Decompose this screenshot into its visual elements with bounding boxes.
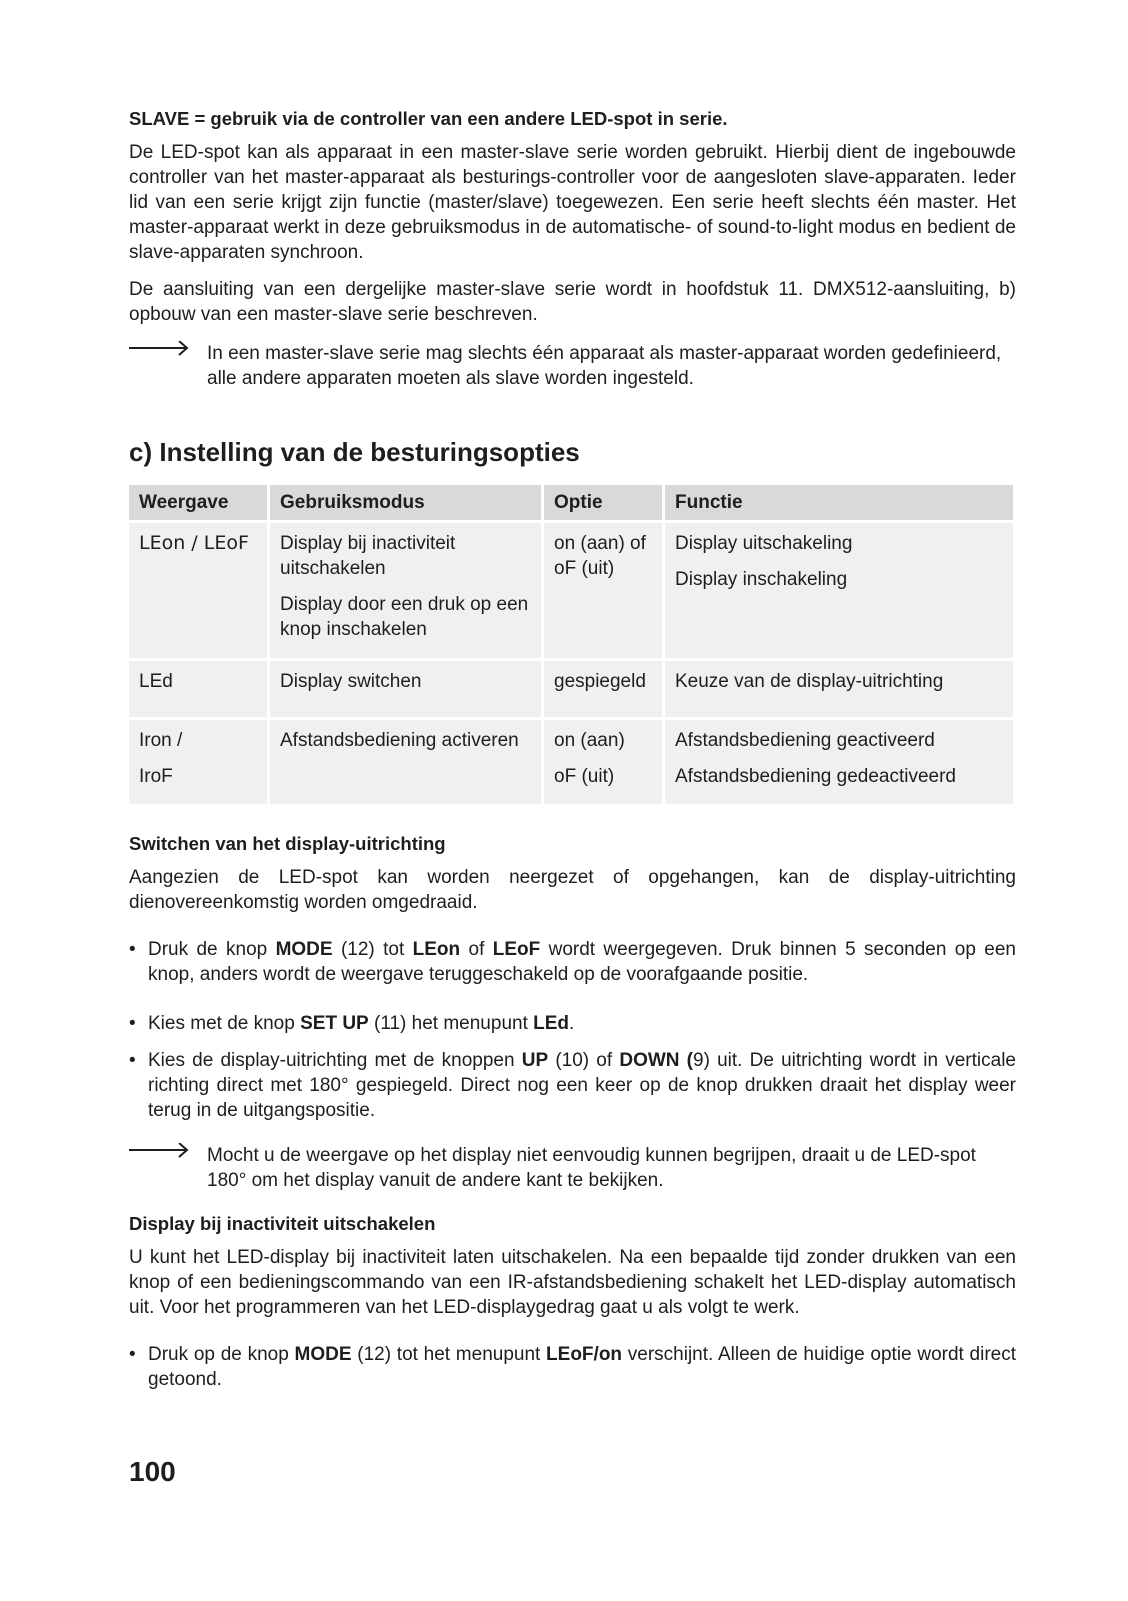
cell-text: Display door een druk op een knop inschakelen	[280, 594, 529, 640]
table-header-row	[129, 485, 1013, 520]
header-optie: Optie	[544, 485, 662, 520]
note-text: Mocht u de weergave op het display niet eenvoudig kunnen begrijpen, draait u de LED-spot 180° om het display vanuit de andere kant te bekijken.	[207, 1145, 976, 1191]
bullet-icon: •	[129, 1344, 136, 1365]
key-label: MODE	[294, 1344, 352, 1365]
list-item	[129, 1048, 1016, 1123]
display-paragraph: U kunt het LED-display bij inactiviteit laten uitschakelen. Na een bepaalde tijd zonder drukken van een knop of een bedieningscommando van een IR-afstandsbediening schakelt het LED-display automatisch uit. Voor het programmeren van het LED-displaygedrag gaat u als volgt te werk.	[129, 1247, 1016, 1318]
cell-weergave	[129, 523, 267, 658]
page-content	[129, 108, 1016, 1392]
arrow-right-icon	[129, 341, 191, 361]
list-item	[129, 1011, 1016, 1036]
header-weergave: Weergave	[129, 485, 267, 520]
options-table	[126, 482, 1016, 807]
text: wordt weergegeven. Druk binnen 5 seconden op een knop, anders wordt de weergave teruggeschakeld op de voorafgaande positie.	[148, 939, 1017, 985]
key-label: SET UP	[300, 1013, 369, 1034]
cell-text: oF (uit)	[554, 766, 615, 787]
cell-functie: Keuze van de display-uitrichting	[665, 661, 1013, 717]
segment-display-text: LEd	[139, 671, 173, 692]
cell-text: Iron /	[139, 730, 183, 751]
slave-paragraph-1: De LED-spot kan als apparaat in een master-slave serie worden gebruikt. Hierbij dient de ingebouwde controller van het master-apparaat als besturings-controller voor de aangesloten slave-apparaten. Ieder lid van een serie krijgt zijn functie (master/slave) toegewezen. Een serie heeft slechts één master. Het master-apparaat werkt in deze gebruiksmodus in de automatische- of sound-to-light modus en bedient de slave-apparaten synchroon.	[129, 142, 1016, 263]
segment-display-text: LEoF/on	[546, 1344, 623, 1365]
cell-gebruiksmodus: Display switchen	[270, 661, 541, 717]
cell-weergave	[129, 661, 267, 717]
note-master-slave	[129, 341, 1016, 391]
display-heading: Display bij inactiviteit uitschakelen	[129, 1213, 436, 1234]
text: (12) tot het menupunt	[351, 1344, 547, 1365]
text: (10) of	[548, 1050, 620, 1071]
header-gebruiksmodus: Gebruiksmodus	[270, 485, 541, 520]
table-row	[129, 720, 1013, 804]
slave-paragraph-2: De aansluiting van een dergelijke master-slave serie wordt in hoofdstuk 11. DMX512-aansluiting, b) opbouw van een master-slave serie beschreven.	[129, 279, 1016, 325]
cell-text: on (aan)	[554, 730, 625, 751]
cell-text: IroF	[139, 766, 173, 787]
cell-optie: gespiegeld	[544, 661, 662, 717]
cell-functie	[665, 720, 1013, 804]
bullet-icon: •	[129, 1013, 136, 1034]
cell-gebruiksmodus	[270, 523, 541, 658]
segment-display-text: LEd	[533, 1013, 570, 1034]
cell-text: Afstandsbediening geactiveerd	[675, 730, 935, 751]
cell-weergave	[129, 720, 267, 804]
table-row	[129, 523, 1013, 658]
page-number: 100	[129, 1456, 176, 1487]
section-c-title: c) Instelling van de besturingsopties	[129, 437, 580, 467]
key-label: DOWN (	[619, 1050, 694, 1071]
switch-paragraph: Aangezien de LED-spot kan worden neergezet of opgehangen, kan de display-uitrichting dienovereenkomstig worden omgedraaid.	[129, 867, 1016, 913]
cell-optie: on (aan) of oF (uit)	[544, 523, 662, 658]
switch-heading: Switchen van het display-uitrichting	[129, 833, 446, 854]
cell-gebruiksmodus: Afstandsbediening activeren	[270, 720, 541, 804]
text: Druk de knop	[148, 939, 276, 960]
table-row	[129, 661, 1013, 717]
key-label: UP	[521, 1050, 549, 1071]
bullet-icon: •	[129, 939, 136, 960]
text: 9) uit. De uitrichting wordt in verticale richting direct met 180° gespiegeld. Direct nog een keer op de knop drukken draait het display weer terug in de uitgangspositie.	[148, 1050, 1016, 1121]
segment-display-text: LEoF	[492, 939, 541, 960]
cell-text: Display uitschakeling	[675, 533, 853, 554]
segment-display-text: LEon / LEoF	[139, 532, 249, 554]
cell-text: Display inschakeling	[675, 569, 848, 590]
bullet-icon: •	[129, 1050, 136, 1071]
note-display-orientation	[129, 1143, 1016, 1193]
cell-optie	[544, 720, 662, 804]
key-label: MODE	[275, 939, 333, 960]
list-item	[129, 1342, 1016, 1392]
cell-text: Display bij inactiviteit uitschakelen	[280, 533, 456, 579]
cell-text: Afstandsbediening gedeactiveerd	[675, 766, 956, 787]
text: (11) het menupunt	[368, 1013, 534, 1034]
text: Kies met de knop	[148, 1013, 301, 1034]
header-functie: Functie	[665, 485, 1013, 520]
arrow-right-icon	[129, 1143, 191, 1163]
list-item	[129, 937, 1016, 987]
text: verschijnt. Alleen de huidige optie wordt direct getoond.	[148, 1344, 1017, 1390]
text: Druk op de knop	[148, 1344, 295, 1365]
segment-display-text: LEon	[412, 939, 461, 960]
text: Kies de display-uitrichting met de knoppen	[148, 1050, 522, 1071]
text: (12) tot	[332, 939, 413, 960]
slave-heading: SLAVE = gebruik via de controller van een andere LED-spot in serie.	[129, 108, 728, 129]
text: of	[460, 939, 493, 960]
note-text: In een master-slave serie mag slechts één apparaat als master-apparaat worden gedefinieerd, alle andere apparaten moeten als slave worden ingesteld.	[207, 343, 1002, 389]
text: .	[569, 1013, 575, 1034]
cell-functie	[665, 523, 1013, 658]
